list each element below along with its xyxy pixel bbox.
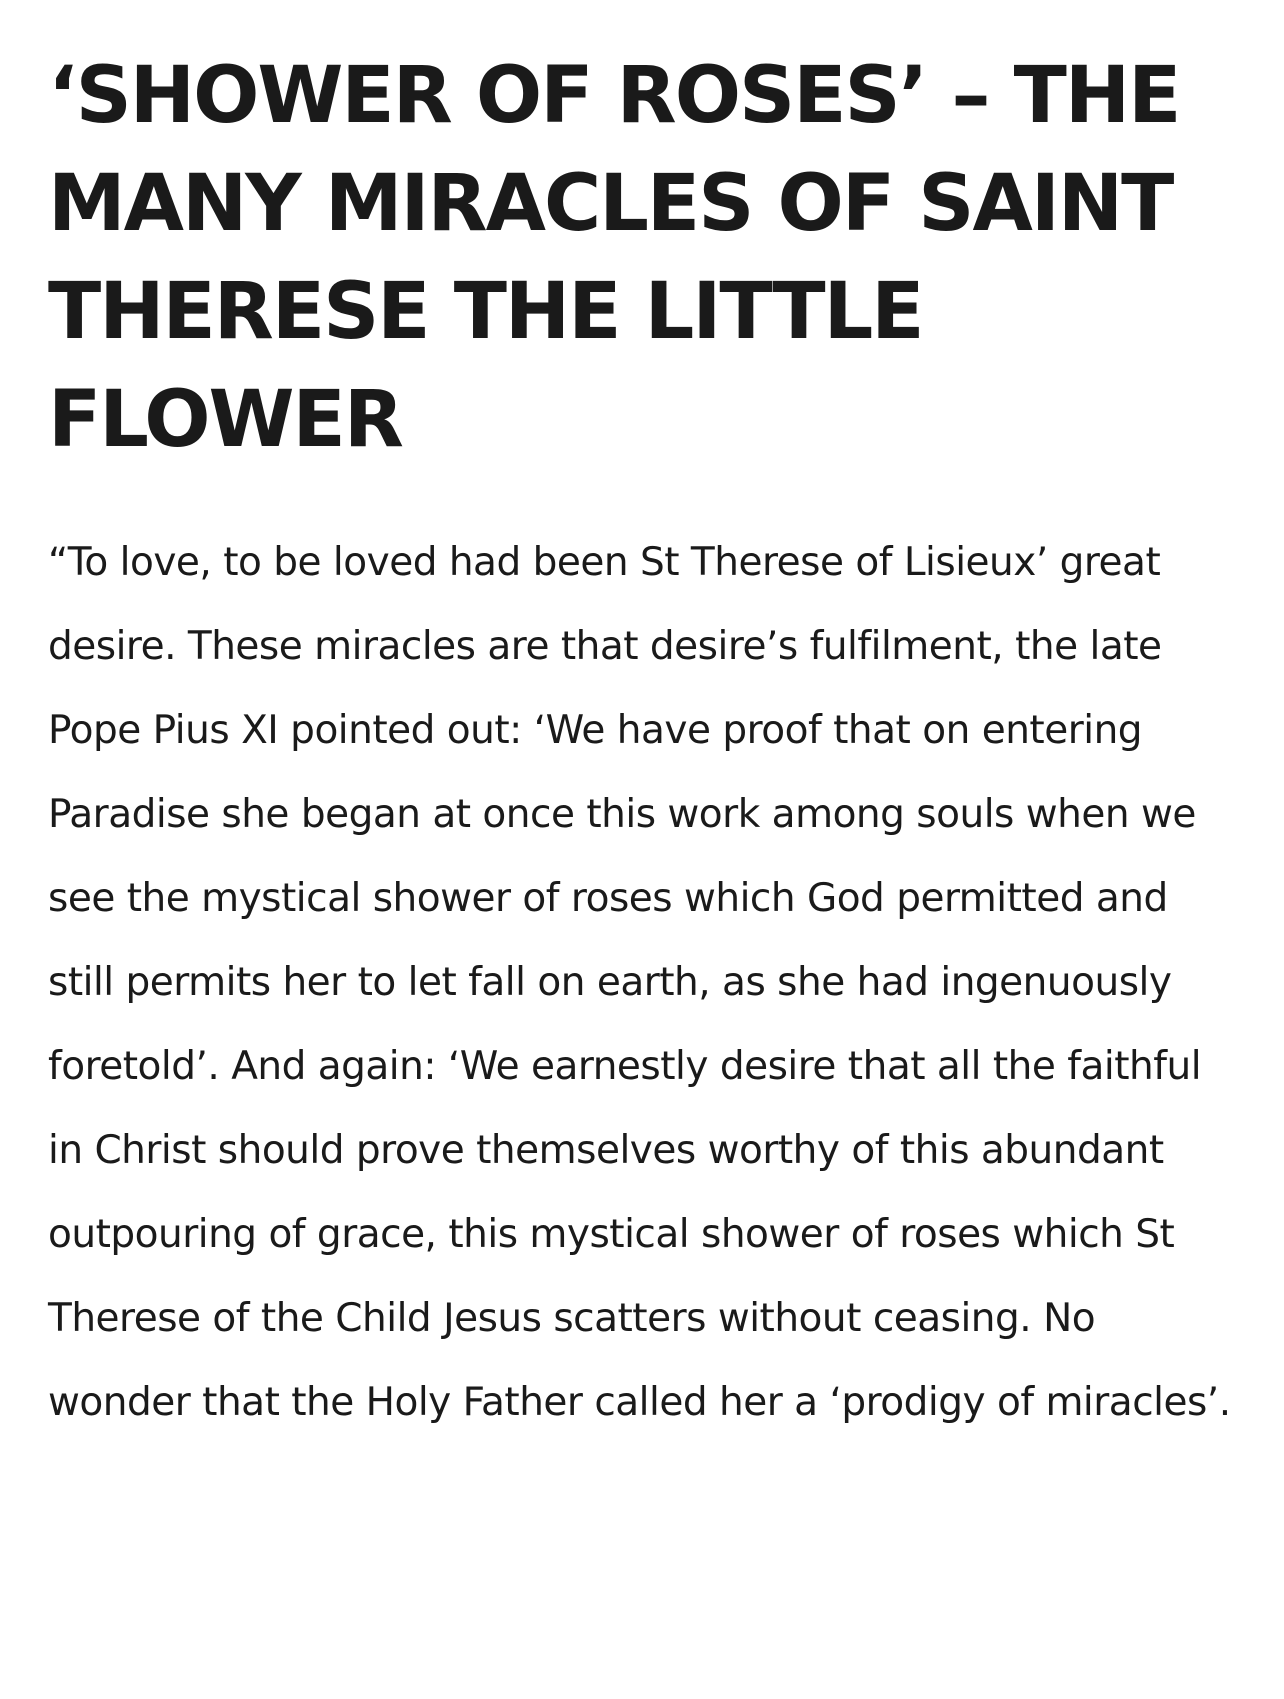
article-title: ‘SHOWER OF ROSES’ – THE MANY MIRACLES OF SAINT THERESE THE LITTLE FLOWER: [48, 51, 1180, 465]
article: [48, 42, 1238, 1445]
article-paragraph: “To love, to be loved had been St Therese of Lisieux’ great desire. These miracles are that desire’s fulfilment, the late Pope Pius XI pointed out: ‘We have proof that on entering Paradise she began at once this work among souls when we see the mystical shower of roses which God permitted and still permits her to let fall on earth, as she had ingenuously foretold’. And again: ‘We earnestly desire that all the faithful in Christ should prove themselves worthy of this abundant outpouring of grace, this mystical shower of roses which St Therese of the Child Jesus scatters without ceasing. No wonder that the Holy Father called her a ‘prodigy of miracles’.: [48, 540, 1231, 1425]
